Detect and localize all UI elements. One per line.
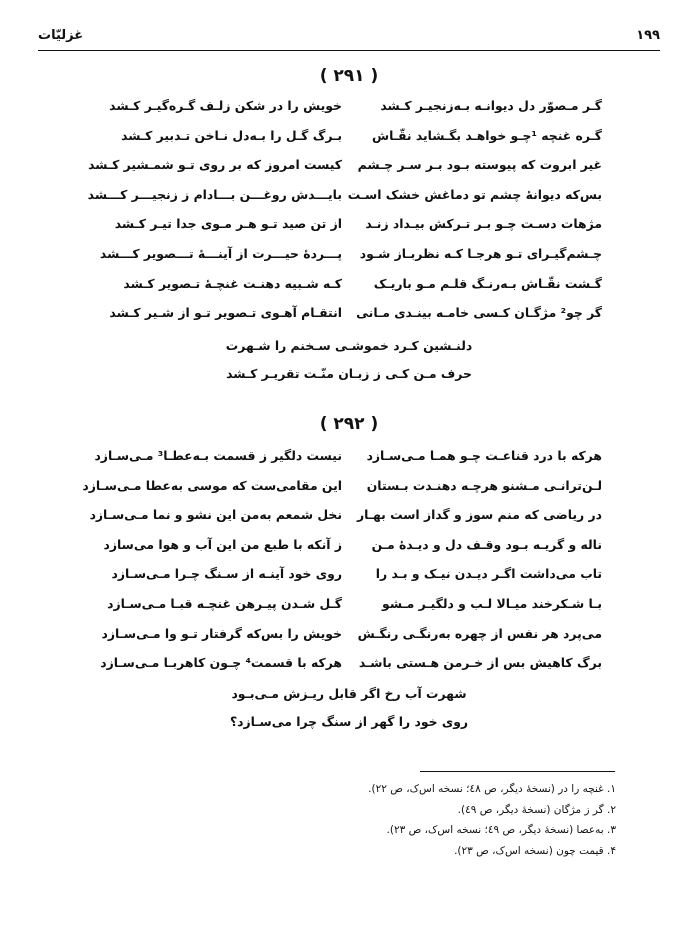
second-hemistich: خویش را بس‌که گرفتار تـو وا مـی‌سـازد xyxy=(101,625,342,641)
first-hemistich: ناله و گریـه بـود وقـف دل و دیـدهٔ مـن xyxy=(371,536,602,552)
couplet xyxy=(92,533,602,563)
second-hemistich: کـه شـبیه دهنـت غنچـهٔ تـصویر کـشد xyxy=(123,275,342,291)
first-hemistich: گـشت نقّـاش بـه‌رنـگ قلـم مـو باریـک xyxy=(373,275,602,291)
poem-291-closing xyxy=(0,338,698,394)
first-hemistich: بس‌که دیوانهٔ چشم تو دماغش خشک اسـت xyxy=(347,186,602,202)
page-header xyxy=(38,26,660,48)
first-hemistich: تاب می‌داشت اگـر دیـدن نیـک و بـد را xyxy=(375,566,602,582)
couplet xyxy=(92,622,602,652)
second-hemistich: کیست امروز که بر روی تـو شمـشیر کـشد xyxy=(88,157,342,173)
couplet xyxy=(88,153,602,183)
first-hemistich: غیر ابروت که پیوسته بـود بـر سـر چـشم xyxy=(357,157,602,173)
second-hemistich: نخل شمعم به‌من این نشو و نما مـی‌سـازد xyxy=(89,507,342,523)
couplet xyxy=(82,474,602,504)
footnote: ۲. گر ز مژگان (نسخهٔ دیگر، ص ٤٩). xyxy=(457,803,616,816)
couplet xyxy=(89,503,602,533)
poem-291-couplets xyxy=(87,94,602,331)
poem-292-couplets xyxy=(82,444,602,681)
footnote: ۴. قیمت چون (نسخه اس‌ک، ص ۲۳). xyxy=(454,844,616,857)
couplet xyxy=(92,242,602,272)
footnote: ۳. به‌عصا (نسخهٔ دیگر، ص ٤٩؛ نسخه اس‌ک، ص ۲۳). xyxy=(386,824,616,836)
second-hemistich: هرکه با قسمت⁴ چـون کاهربـا مـی‌سـازد xyxy=(100,655,342,671)
couplet xyxy=(92,301,602,331)
couplet xyxy=(92,562,602,592)
couplet xyxy=(92,272,602,302)
second-hemistich: نیست دلگیر ز قسمت بـه‌عطـا³ مـی‌سـازد xyxy=(94,448,342,463)
second-hemistich: این مقامی‌ست که موسی به‌عطا مـی‌سـازد xyxy=(82,477,342,493)
couplet xyxy=(87,183,602,213)
second-hemistich: بـرگ گـل را بـه‌دل نـاخن تـدبیر کـشد xyxy=(121,127,342,143)
first-hemistich: می‌پرد هر نفس از چهره به‌رنگـی رنگـش xyxy=(357,625,602,641)
first-hemistich: بـا شـکرخند میـالا لـب و دلگیـر مـشو xyxy=(382,595,602,611)
poem-292-closing xyxy=(0,686,698,742)
poem-number-292: ( ۲۹۲ ) xyxy=(319,414,379,434)
page-number: ۱۹۹ xyxy=(636,28,660,43)
closing-line: روی خود را گهر از سنگ چرا می‌سـازد؟ xyxy=(229,714,469,729)
first-hemistich: برگ کاهیش بس از خـرمن هـستی باشـد xyxy=(358,655,602,671)
first-hemistich: گـر مـصوّر دل دیوانـه بـه‌زنجیـر کـشد xyxy=(380,98,602,113)
couplet xyxy=(92,592,602,622)
first-hemistich: هرکه با درد قناعـت چـو همـا مـی‌سـازد xyxy=(366,448,602,463)
second-hemistich: روی خود آینـه از سـنگ چـرا مـی‌سـازد xyxy=(111,566,342,582)
second-hemistich: ز آنکه با طبع من این آب و هوا می‌سازد xyxy=(103,536,342,552)
couplet xyxy=(92,651,602,681)
second-hemistich: گـل شـدن پیـرهن غنچـه قبـا مـی‌سـازد xyxy=(107,595,342,611)
footnote: ۱. غنچه را در (نسخهٔ دیگر، ص ٤٨؛ نسخه اس‌ک، ص ۲۲). xyxy=(368,783,616,795)
first-hemistich: لـن‌ترانـی مـشنو هرچـه دهنـدت بـستان xyxy=(366,477,602,493)
second-hemistich: از تن صید تـو هـر مـوی جدا تیـر کـشد xyxy=(114,216,342,232)
first-hemistich: گـره غنچه ¹چـو خواهـد بگـشاید نقّـاش xyxy=(371,127,602,143)
first-hemistich: در ریاضی که منم سوز و گداز است بهـار xyxy=(356,507,602,523)
couplet xyxy=(92,212,602,242)
footnotes xyxy=(256,783,616,865)
second-hemistich: پـــردهٔ حیـــرت از آینـــهٔ تـــصویر کـــشد xyxy=(99,245,342,261)
footnote-rule xyxy=(420,771,615,772)
couplet xyxy=(92,124,602,154)
closing-line: شهرت آب رخ اگر قابل ریـزش مـی‌بـود xyxy=(231,686,467,701)
couplet xyxy=(92,94,602,124)
closing-line: دلنـشین کـرد خموشـی سـخنم را شـهرت xyxy=(225,338,473,353)
second-hemistich: انتقـام آهـوی تـصویر تـو از شـیر کـشد xyxy=(109,305,342,321)
closing-line: حرف مـن کـی ز زبـان منّـت تقریـر کـشد xyxy=(226,366,472,381)
second-hemistich: بایـــدش روغـــن بـــادام ز زنجیـــر کـــشد xyxy=(87,186,342,202)
second-hemistich: خویش را در شکن زلـف گـره‌گیـر کـشد xyxy=(109,98,342,113)
running-title: غزلیّات xyxy=(38,28,84,43)
first-hemistich: گر چو² مژگـان کـسی خامـه بینـدی مـانی xyxy=(356,305,602,321)
poem-number-291: ( ۲۹۱ ) xyxy=(319,66,379,86)
couplet xyxy=(92,444,602,474)
header-rule xyxy=(38,50,660,51)
first-hemistich: چـشم‌گیـرای تـو هرجـا کـه نظربـاز شـود xyxy=(359,245,602,261)
first-hemistich: مژهات دسـت چـو بـر تـرکش بیـداد زنـد xyxy=(365,216,602,232)
